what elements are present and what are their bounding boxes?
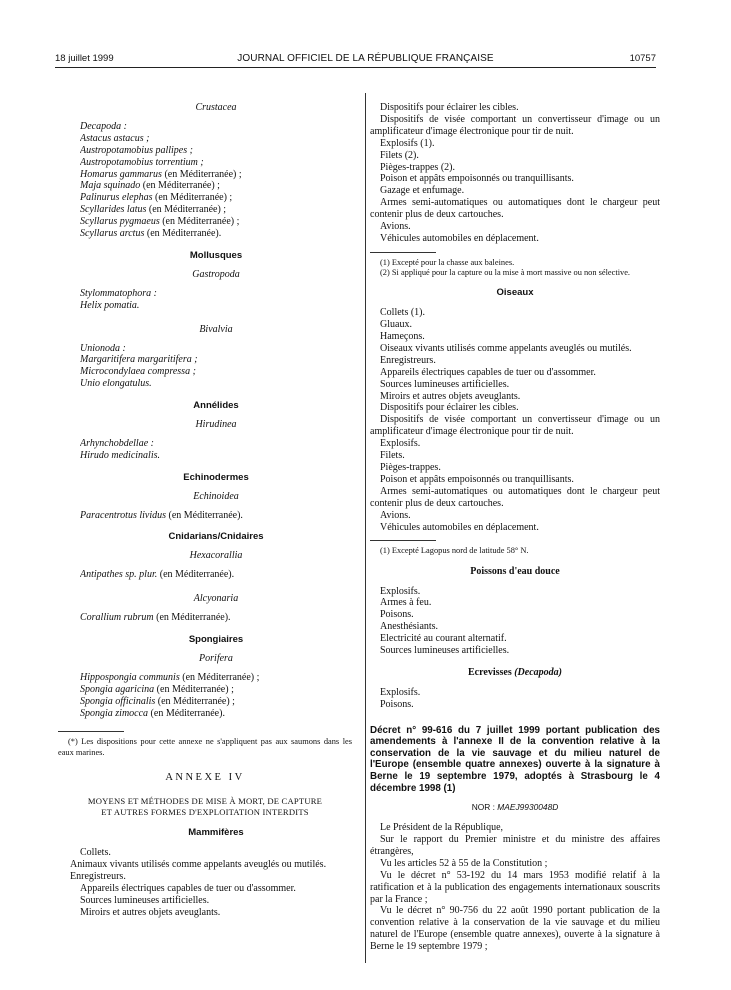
- species-note: (en Méditerranée) ;: [152, 192, 233, 204]
- footnote-rule: [370, 540, 436, 541]
- heading-echinodermes: Echinodermes: [183, 471, 249, 483]
- porifera-item: [80, 672, 352, 684]
- column-divider: [365, 93, 366, 963]
- means-item-pieges: Pièges-trappes (2).: [380, 161, 455, 173]
- species-name: Spongia zimocca: [80, 707, 149, 719]
- heading-porifera: Porifera: [199, 652, 233, 664]
- bird-item-hamecons: Hameçons.: [380, 331, 425, 342]
- arhynchobdellae-label: Arhynchobdellae :: [80, 437, 154, 449]
- bird-item-appareils: Appareils électriques capables de tuer ou d'assommer.: [380, 366, 596, 378]
- heading-gastropoda: Gastropoda: [192, 268, 240, 280]
- annexe-subtitle-2: ET AUTRES FORMES D'EXPLOITATION INTERDITS: [101, 806, 309, 817]
- crustacea-item: [80, 228, 352, 240]
- footnote-saumons: (*) Les dispositions pour cette annexe ne s'appliquent pas aux saumons dans les eaux marines.: [58, 737, 352, 757]
- mammal-item-collets: Collets.: [80, 847, 111, 859]
- species-corallium: Corallium rubrum (en Méditerranée).: [80, 612, 231, 624]
- bird-item-explosifs: Explosifs.: [380, 438, 421, 450]
- mammal-item-enregistreurs: Enregistreurs.: [70, 871, 126, 883]
- crustacea-item: [80, 145, 352, 157]
- means-item-avions: Avions.: [380, 221, 411, 233]
- heading-bivalvia: Bivalvia: [199, 323, 233, 335]
- means-item-vehicules: Véhicules automobiles en déplacement.: [380, 232, 539, 244]
- fish-item-armes: Armes à feu.: [380, 597, 432, 609]
- species-name: Astacus astacus ;: [80, 132, 150, 144]
- heading-annelides: Annélides: [193, 400, 239, 412]
- heading-poissons: Poissons d'eau douce: [470, 565, 560, 577]
- means-item-armes: Armes semi-automatiques ou automatiques dont le chargeur peut contenir plus de deux cartouches.: [370, 197, 660, 221]
- bird-item-avions: Avions.: [380, 509, 411, 521]
- bird-item-sources: Sources lumineuses artificielles.: [380, 378, 510, 390]
- heading-ecrevisses: Ecrevisses (Decapoda): [468, 666, 562, 678]
- species-name: Spongia agaricina: [80, 683, 155, 695]
- crustacea-item: [80, 157, 352, 169]
- decret-rapport: Sur le rapport du Premier ministre et du ministre des affaires étrangères,: [370, 834, 660, 857]
- species-note: (en Méditerranée) ;: [159, 216, 240, 228]
- heading-crustacea: Crustacea: [195, 102, 237, 113]
- bird-item-visee: Dispositifs de visée comportant un convertisseur d'image ou un amplificateur d'image électronique pour tir de nuit.: [370, 414, 660, 438]
- bird-item-eclairer: Dispositifs pour éclairer les cibles.: [380, 402, 519, 414]
- right-column: [370, 102, 660, 953]
- heading-mollusques: Mollusques: [189, 249, 243, 261]
- fish-item-poisons: Poisons.: [380, 609, 414, 621]
- species-name: Spongia officinalis: [80, 695, 156, 707]
- footnote-capture: (2) Si appliqué pour la capture ou la mise à mort massive ou non sélective.: [380, 268, 631, 278]
- bird-item-enregistreurs: Enregistreurs.: [380, 354, 436, 366]
- means-item-filets: Filets (2).: [380, 149, 419, 161]
- species-name: Austropotamobius pallipes ;: [80, 144, 193, 156]
- annexe-iv-title: ANNEXE IV: [165, 771, 245, 783]
- species-note: (en Méditerranée).: [144, 228, 222, 240]
- means-item-eclairer: Dispositifs pour éclairer les cibles.: [380, 102, 519, 113]
- species-note: (en Méditerranée) ;: [161, 168, 242, 180]
- heading-alcyonaria: Alcyonaria: [193, 593, 239, 605]
- decapoda-label: Decapoda :: [80, 120, 127, 132]
- mammal-item-sources: Sources lumineuses artificielles.: [80, 894, 210, 906]
- species-paracentrotus: Paracentrotus lividus (en Méditerranée).: [80, 509, 243, 521]
- heading-spongiaires: Spongiaires: [188, 634, 244, 645]
- species-note: (en Méditerranée) ;: [146, 204, 227, 216]
- decret-president: Le Président de la République,: [380, 822, 504, 834]
- means-item-explosifs: Explosifs (1).: [380, 137, 435, 149]
- bird-item-pieges: Pièges-trappes.: [380, 461, 441, 473]
- fish-item-anesthesiants: Anesthésiants.: [380, 621, 439, 633]
- crustacea-item: [80, 204, 352, 216]
- heading-oiseaux: Oiseaux: [496, 287, 534, 299]
- header-page-number: 10757: [629, 53, 656, 64]
- species-margaritifera: Margaritifera margaritifera ;: [80, 354, 198, 366]
- species-note: (en Méditerranée) ;: [155, 695, 235, 707]
- heading-cnidarians: Cnidarians/Cnidaires: [168, 531, 264, 543]
- footnote-rule: [58, 731, 124, 732]
- porifera-list: [80, 672, 352, 720]
- header-title: JOURNAL OFFICIEL DE LA RÉPUBLIQUE FRANÇAISE: [237, 53, 494, 64]
- unionoda-label: Unionoda :: [80, 342, 126, 354]
- decret-vu-1953: Vu le décret n° 53-192 du 14 mars 1953 modifié relatif à la ratification et à la publication des engagements internationaux souscrits par la France ;: [370, 869, 660, 905]
- species-name: Scyllarus arctus: [80, 228, 145, 240]
- means-item-gazage: Gazage et enfumage.: [380, 185, 465, 197]
- bird-item-vehicules: Véhicules automobiles en déplacement.: [380, 521, 539, 533]
- species-note: (en Méditerranée) ;: [154, 683, 234, 695]
- bird-item-armes: Armes semi-automatiques ou automatiques dont le chargeur peut contenir plus de deux cartouches.: [370, 485, 660, 509]
- crustacea-item: [80, 180, 352, 192]
- species-name: Austropotamobius torrentium ;: [80, 156, 204, 168]
- left-column: [58, 102, 352, 919]
- header-date: 18 juillet 1999: [55, 53, 114, 64]
- decret-vu-1990: Vu le décret n° 90-756 du 22 août 1990 portant publication de la convention relative à la conservation de la vie sauvage et du milieu naturel de l'Europe (ensemble quatre annexes), ouverte à la signature à Berne le 19 septembre 1979 ;: [370, 905, 660, 953]
- crustacea-item: [80, 169, 352, 181]
- heading-mammiferes: Mammifères: [188, 827, 244, 839]
- crustacea-item: [80, 192, 352, 204]
- porifera-item: [80, 708, 352, 720]
- mammal-item-miroirs: Miroirs et autres objets aveuglants.: [80, 906, 221, 918]
- means-item-poison: Poison et appâts empoisonnés ou tranquillisants.: [380, 173, 574, 185]
- means-item-visee: Dispositifs de visée comportant un convertisseur d'image ou un amplificateur d'image électronique pour tir de nuit.: [370, 113, 660, 137]
- bird-item-collets: Collets (1).: [380, 307, 425, 319]
- species-hirudo: Hirudo medicinalis.: [80, 449, 160, 461]
- bird-item-appelants: Oiseaux vivants utilisés comme appelants aveuglés ou mutilés.: [380, 342, 632, 354]
- bird-item-filets: Filets.: [380, 450, 405, 462]
- heading-echinoidea: Echinoidea: [193, 490, 239, 502]
- species-helix: Helix pomatia.: [80, 299, 140, 311]
- species-note: (en Méditerranée) ;: [179, 671, 260, 683]
- decret-title: Décret n° 99-616 du 7 juillet 1999 portant publication des amendements à l'annexe II de la convention relative à la conservation de la vie sauvage et du milieu naturel de l'Europe (ensemble quatre annexes) ouverte à la signature à Berne le 19 septembre 1979, adoptés à Strasbourg le 4 décembre 1998 (1): [370, 724, 660, 794]
- mammal-item-animaux: Animaux vivants utilisés comme appelants aveuglés ou mutilés.: [70, 859, 327, 871]
- stylommatophora-label: Stylommatophora :: [80, 287, 157, 299]
- crustacea-item: [80, 216, 352, 228]
- species-microcondylaea: Microcondylaea compressa ;: [80, 366, 196, 378]
- decret-vu-constitution: Vu les articles 52 à 55 de la Constitution ;: [380, 857, 548, 869]
- species-name: Scyllarides latus: [80, 204, 147, 216]
- species-name: Scyllarus pygmaeus: [80, 216, 160, 228]
- species-name: Hippospongia communis: [80, 671, 180, 683]
- species-name: Palinurus elephas: [80, 192, 153, 204]
- footnote-rule: [370, 252, 436, 253]
- mammal-item-appareils: Appareils électriques capables de tuer ou d'assommer.: [80, 882, 296, 894]
- heading-hirudinea: Hirudinea: [195, 419, 237, 431]
- bird-item-gluaux: Gluaux.: [380, 319, 412, 331]
- species-unio: Unio elongatulus.: [80, 378, 152, 390]
- bird-item-miroirs: Miroirs et autres objets aveuglants.: [380, 390, 521, 402]
- fish-item-sources: Sources lumineuses artificielles.: [380, 645, 510, 657]
- footnote-lagopus: (1) Excepté Lagopus nord de latitude 58° N.: [380, 546, 529, 556]
- header-rule: [55, 67, 656, 68]
- fish-item-electricite: Electricité au courant alternatif.: [380, 633, 507, 645]
- crustacea-item: [80, 133, 352, 145]
- species-note: (en Méditerranée) ;: [140, 180, 220, 192]
- crayfish-item-poisons: Poisons.: [380, 698, 414, 710]
- nor-reference: NOR : MAEJ9930048D: [471, 802, 559, 813]
- species-antipathes: Antipathes sp. plur. (en Méditerranée).: [80, 569, 235, 581]
- species-name: Maja squinado: [80, 180, 141, 192]
- crustacea-list: [80, 133, 352, 240]
- fish-item-explosifs: Explosifs.: [380, 585, 421, 597]
- species-name: Homarus gammarus: [80, 168, 162, 180]
- annexe-subtitle-1: MOYENS ET MÉTHODES DE MISE À MORT, DE CAPTURE: [87, 795, 323, 806]
- footnote-baleines: (1) Excepté pour la chasse aux baleines.: [380, 257, 515, 267]
- porifera-item: [80, 696, 352, 708]
- page-header: [0, 53, 731, 67]
- heading-hexacorallia: Hexacorallia: [189, 550, 243, 562]
- porifera-item: [80, 684, 352, 696]
- crayfish-item-explosifs: Explosifs.: [380, 686, 421, 698]
- species-note: (en Méditerranée).: [148, 707, 225, 719]
- bird-item-poison: Poison et appâts empoisonnés ou tranquillisants.: [380, 473, 574, 485]
